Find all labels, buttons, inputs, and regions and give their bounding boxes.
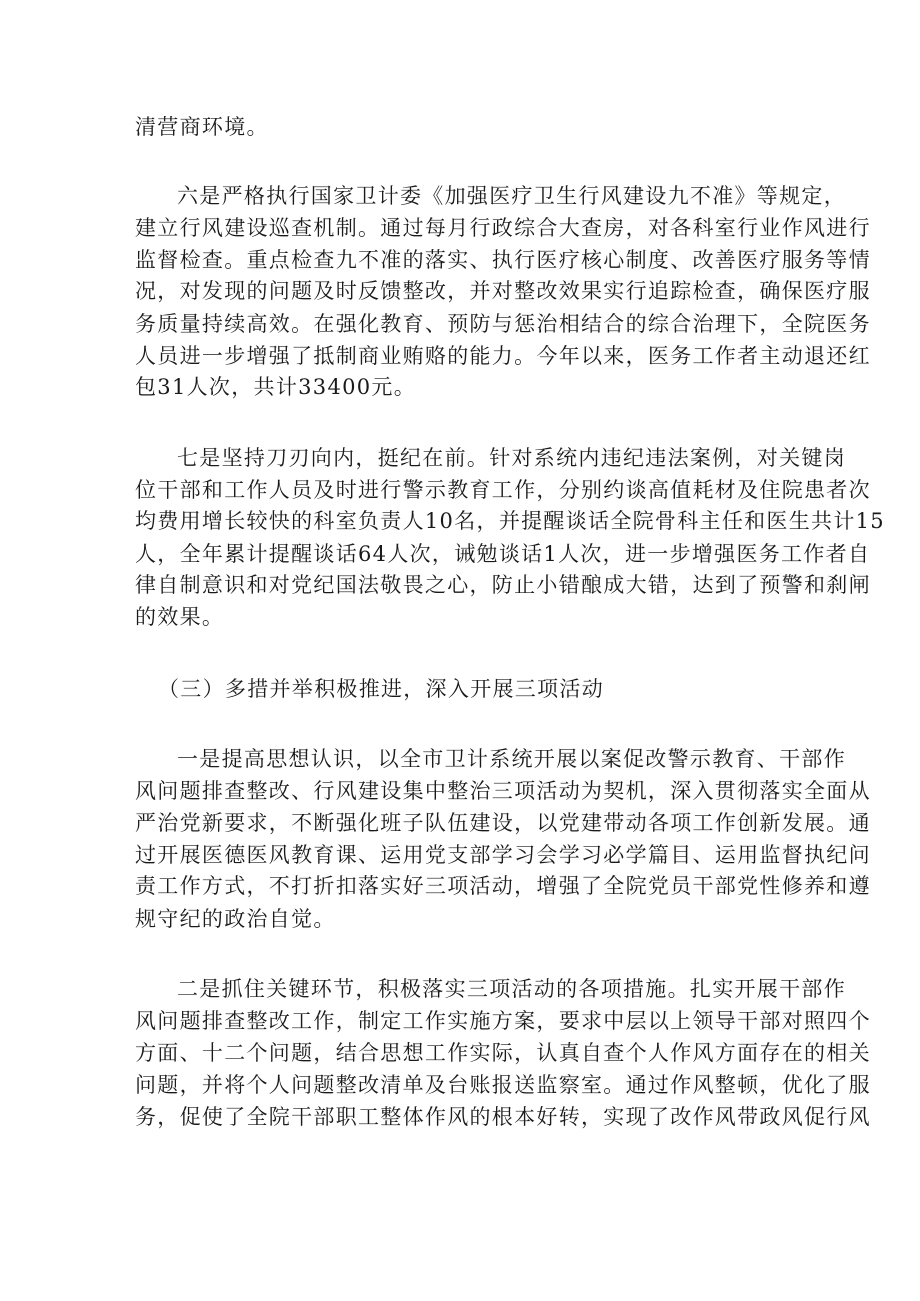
text-line: 风问题排查整改、行风建设集中整治三项活动为契机，深入贯彻落实全面从 <box>135 779 871 803</box>
text-line: 人，全年累计提醒谈话64人次，诫勉谈话1人次，进一步增强医务工作者自 <box>135 542 871 566</box>
text-line: 的效果。 <box>135 605 225 629</box>
text-line: 清营商环境。 <box>135 115 269 139</box>
paragraph-first-line: 一是提高思想认识，以全市卫计系统开展以案促改警示教育、干部作 <box>177 747 846 771</box>
text-line: 务，促使了全院干部职工整体作风的根本好转，实现了改作风带政风促行风 <box>135 1105 871 1129</box>
text-line: 风问题排查整改工作，制定工作实施方案，要求中层以上领导干部对照四个 <box>135 1009 871 1033</box>
text-line: 况，对发现的问题及时反馈整改，并对整改效果实行追踪检查，确保医疗服 <box>135 279 871 303</box>
text-line: 建立行风建设巡查机制。通过每月行政综合大查房，对各科室行业作风进行 <box>135 216 871 240</box>
text-line: 严治党新要求，不断强化班子队伍建设，以党建带动各项工作创新发展。通 <box>135 811 871 835</box>
text-line: 包31人次，共计33400元。 <box>135 375 417 399</box>
text-line: 责工作方式，不打折扣落实好三项活动，增强了全院党员干部党性修养和遵 <box>135 874 871 898</box>
text-line: 均费用增长较快的科室负责人10名，并提醒谈话全院骨科主任和医生共计15 <box>135 509 885 533</box>
text-line: 过开展医德医风教育课、运用党支部学习会学习必学篇目、运用监督执纪问 <box>135 843 871 867</box>
text-line: 人员进一步增强了抵制商业贿赂的能力。今年以来，医务工作者主动退还红 <box>135 344 871 368</box>
text-line: 规守纪的政治自觉。 <box>135 907 336 931</box>
text-line: 方面、十二个问题，结合思想工作实际，认真自查个人作风方面存在的相关 <box>135 1041 871 1065</box>
paragraph-first-line: 六是严格执行国家卫计委《加强医疗卫生行风建设九不准》等规定， <box>177 184 846 208</box>
paragraph-first-line: 七是坚持刀刃向内，挺纪在前。针对系统内违纪违法案例，对关键岗 <box>177 446 846 470</box>
text-line: 监督检查。重点检查九不准的落实、执行医疗核心制度、改善医疗服务等情 <box>135 248 871 272</box>
text-line: 位干部和工作人员及时进行警示教育工作，分别约谈高值耗材及住院患者次 <box>135 478 871 502</box>
paragraph-first-line: 二是抓住关键环节，积极落实三项活动的各项措施。扎实开展干部作 <box>177 977 846 1001</box>
text-line: 律自制意识和对党纪国法敬畏之心，防止小错酿成大错，达到了预警和刹闸 <box>135 573 871 597</box>
text-line: 务质量持续高效。在强化教育、预防与惩治相结合的综合治理下，全院医务 <box>135 312 871 336</box>
text-line: 问题，并将个人问题整改清单及台账报送监察室。通过作风整顿，优化了服 <box>135 1073 871 1097</box>
section-heading: （三）多措并举积极推进，深入开展三项活动 <box>158 677 604 701</box>
